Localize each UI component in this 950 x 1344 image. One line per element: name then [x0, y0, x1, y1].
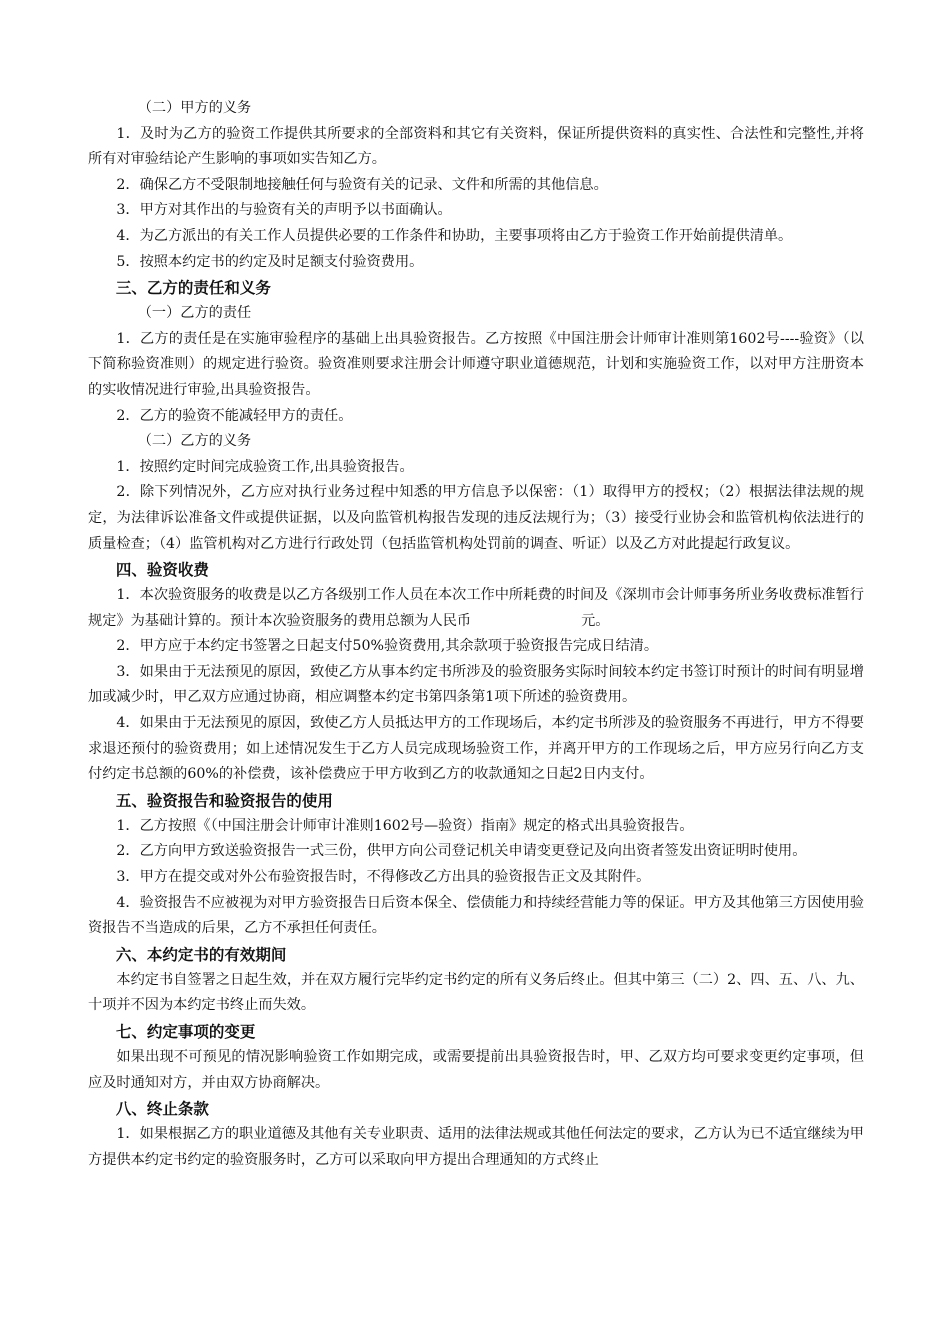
section-3a-title: （一）乙方的责任	[137, 305, 252, 322]
section-5-heading: 五、验资报告和验资报告的使用	[115, 791, 333, 810]
paragraph: 2．除下列情况外，乙方应对执行业务过程中知悉的甲方信息予以保密：（1）取得甲方的授权；（2）根据法律法规的规定，为法律诉讼准备文件或提供证据，以及向监管机构报告发现的违反法规行为；（3）接受行业协会和监管机构依法进行的质量检查；（4）监管机构对乙方进行行政处罚（包括监管机构处罚前的调查、听证）以及乙方对此提起行政复议。	[88, 484, 864, 552]
paragraph: 1．乙方的责任是在实施审验程序的基础上出具验资报告。乙方按照《中国注册会计师审计准则第1602号----验资》（以下简称验资准则）的规定进行验资。验资准则要求注册会计师遵守职业道德规范，计划和实施验资工作，以对甲方注册资本的实收情况进行审验,出具验资报告。	[88, 330, 864, 398]
document-page	[88, 96, 864, 1173]
paragraph: 3．如果由于无法预见的原因，致使乙方从事本约定书所涉及的验资服务实际时间较本约定书签订时预计的时间有明显增加或减少时，甲乙双方应通过协商，相应调整本约定书第四条第1项下所述的验资费用。	[88, 663, 864, 706]
paragraph: 2．乙方的验资不能减轻甲方的责任。	[116, 407, 353, 424]
paragraph: 3．甲方对其作出的与验资有关的声明予以书面确认。	[116, 202, 452, 219]
paragraph: 2．确保乙方不受限制地接触任何与验资有关的记录、文件和所需的其他信息。	[116, 176, 608, 193]
paragraph: 1．乙方按照《（中国注册会计师审计准则1602号—验资）指南》规定的格式出具验资报告。	[116, 817, 694, 834]
paragraph: 2．乙方向甲方致送验资报告一式三份，供甲方向公司登记机关申请变更登记及向出资者签发出资证明时使用。	[116, 843, 807, 860]
paragraph: 1．按照约定时间完成验资工作,出具验资报告。	[116, 458, 414, 475]
paragraph: 1．及时为乙方的验资工作提供其所要求的全部资料和其它有关资料，保证所提供资料的真实性、合法性和完整性,并将所有对审验结论产生影响的事项如实告知乙方。	[88, 125, 864, 168]
paragraph: 2．甲方应于本约定书签署之日起支付50%验资费用,其余款项于验资报告完成日结清。	[116, 638, 659, 655]
paragraph	[88, 583, 864, 634]
section-7-heading: 七、约定事项的变更	[115, 1023, 256, 1041]
paragraph: 4．验资报告不应被视为对甲方验资报告日后资本保全、偿债能力和持续经营能力等的保证。甲方及其他第三方因使用验资报告不当造成的后果，乙方不承担任何责任。	[88, 894, 864, 937]
paragraph: 1．如果根据乙方的职业道德及其他有关专业职责、适用的法律法规或其他任何法定的要求，乙方认为已不适宜继续为甲方提供本约定书约定的验资服务时，乙方可以采取向甲方提出合理通知的方式终止	[88, 1126, 864, 1168]
section-2b-title: （二）甲方的义务	[137, 100, 252, 116]
fee-text: 1．本次验资服务的收费是以乙方各级别工作人员在本次工作中所耗费的时间及《深圳市会计师事务所业务收费标准暂行规定》为基础计算的。预计本次验资服务的费用总额为人民币	[88, 587, 864, 629]
fee-unit: 元。	[581, 612, 610, 629]
paragraph: 3．甲方在提交或对外公布验资报告时，不得修改乙方出具的验资报告正文及其附件。	[116, 869, 651, 886]
section-8-heading: 八、终止条款	[115, 1100, 209, 1119]
paragraph: 5．按照本约定书的约定及时足额支付验资费用。	[116, 253, 424, 270]
paragraph: 4．为乙方派出的有关工作人员提供必要的工作条件和协助，主要事项将由乙方于验资工作开始前提供清单。	[116, 227, 793, 244]
section-6-heading: 六、本约定书的有效期间	[115, 945, 287, 964]
paragraph: 本约定书自签署之日起生效，并在双方履行完毕约定书约定的所有义务后终止。但其中第三（二）2、四、五、八、九、十项并不因为本约定书终止而失效。	[88, 971, 864, 1014]
paragraph: 4．如果由于无法预见的原因，致使乙方人员抵达甲方的工作现场后，本约定书所涉及的验资服务不再进行，甲方不得要求退还预付的验资费用；如上述情况发生于乙方人员完成现场验资工作，并离开甲方的工作现场之后，甲方应另行向乙方支付约定书总额的60%的补偿费，该补偿费应于甲方收到乙方的收款通知之日起2日内支付。	[88, 715, 864, 783]
paragraph: 如果出现不可预见的情况影响验资工作如期完成，或需要提前出具验资报告时，甲、乙双方均可要求变更约定事项，但应及时通知对方，并由双方协商解决。	[88, 1049, 864, 1091]
section-3-heading: 三、乙方的责任和义务	[115, 279, 271, 298]
section-4-heading: 四、验资收费	[115, 561, 209, 580]
section-3b-title: （二）乙方的义务	[137, 433, 252, 450]
